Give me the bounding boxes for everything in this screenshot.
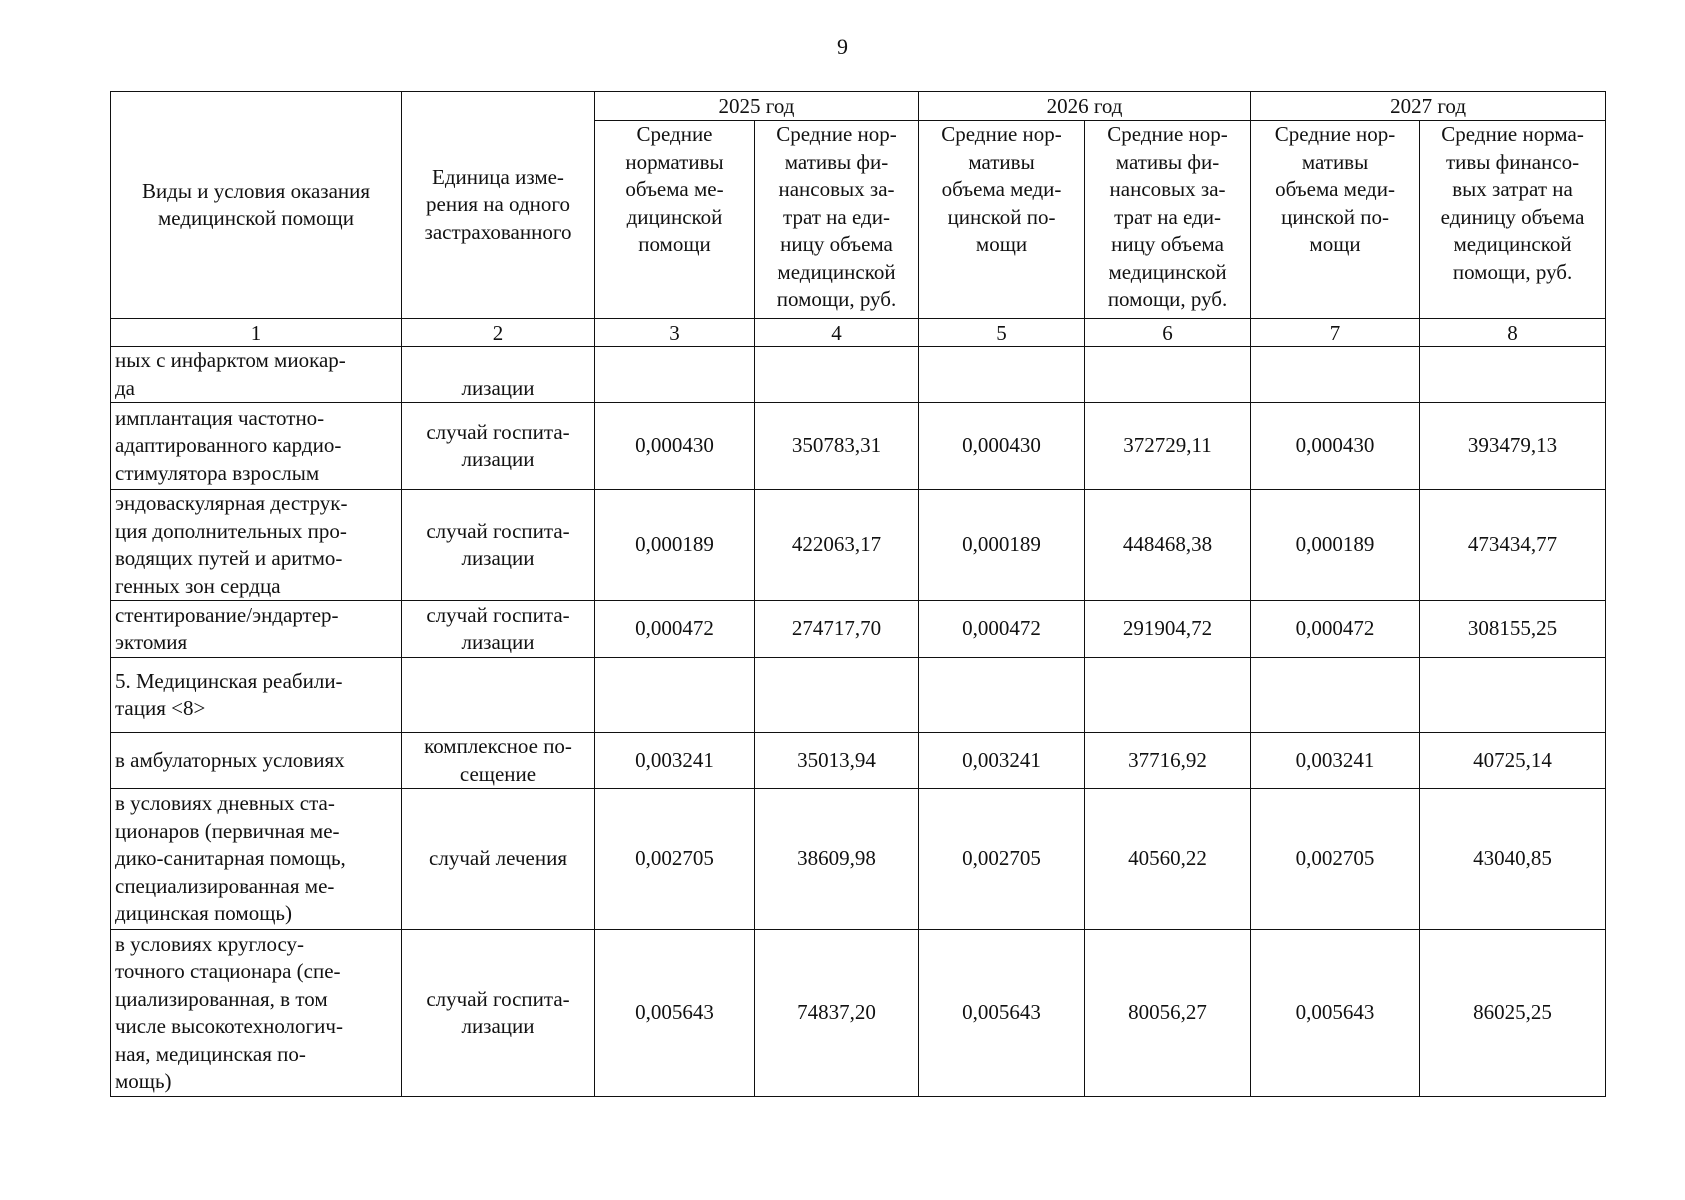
table-row bbox=[111, 930, 1606, 1097]
norms-table bbox=[110, 91, 1606, 1097]
row-name: эндоваскулярная деструк- ция дополнительных про- водящих путей и аритмо- генных зон сердца bbox=[111, 490, 402, 601]
row-name: в условиях дневных ста- ционаров (первичная ме- дико-санитарная помощь, специализированная ме- дицинская помощь) bbox=[111, 789, 402, 930]
row-value: 372729,11 bbox=[1085, 403, 1251, 490]
header-cost-2025: Средние нор- мативы фи- нансовых за- трат на еди- ницу объема медицинской помощи, руб. bbox=[755, 121, 919, 319]
column-number: 1 bbox=[111, 319, 402, 347]
header-volume-2026: Средние нор- мативы объема меди- цинской по- мощи bbox=[919, 121, 1085, 319]
row-value: 350783,31 bbox=[755, 403, 919, 490]
row-value: 0,000472 bbox=[919, 601, 1085, 658]
row-value: 0,003241 bbox=[1251, 733, 1420, 789]
column-number: 2 bbox=[402, 319, 595, 347]
row-value: 0,000430 bbox=[919, 403, 1085, 490]
row-unit: лизации bbox=[402, 347, 595, 403]
row-value: 0,000189 bbox=[919, 490, 1085, 601]
table-row bbox=[111, 403, 1606, 490]
row-value: 74837,20 bbox=[755, 930, 919, 1097]
row-value: 40560,22 bbox=[1085, 789, 1251, 930]
row-unit bbox=[402, 658, 595, 733]
row-unit: комплексное по- сещение bbox=[402, 733, 595, 789]
row-value: 0,000189 bbox=[1251, 490, 1420, 601]
row-value: 0,003241 bbox=[919, 733, 1085, 789]
table-row bbox=[111, 733, 1606, 789]
row-value: 38609,98 bbox=[755, 789, 919, 930]
table-row bbox=[111, 490, 1606, 601]
row-value: 0,000189 bbox=[595, 490, 755, 601]
row-value: 473434,77 bbox=[1420, 490, 1606, 601]
row-unit: случай госпита- лизации bbox=[402, 601, 595, 658]
column-number: 8 bbox=[1420, 319, 1606, 347]
page-number: 9 bbox=[837, 34, 848, 59]
header-volume-2025: Средние нормативы объема ме- дицинской помощи bbox=[595, 121, 755, 319]
row-value bbox=[919, 347, 1085, 403]
row-value: 37716,92 bbox=[1085, 733, 1251, 789]
row-name: в условиях круглосу- точного стационара (спе- циализированная, в том числе высокотехнологич- ная, медицинская по- мощь) bbox=[111, 930, 402, 1097]
header-cost-2026: Средние нор- мативы фи- нансовых за- трат на еди- ницу объема медицинской помощи, руб. bbox=[1085, 121, 1251, 319]
row-value: 35013,94 bbox=[755, 733, 919, 789]
row-name: имплантация частотно- адаптированного кардио- стимулятора взрослым bbox=[111, 403, 402, 490]
row-value bbox=[755, 347, 919, 403]
column-number: 5 bbox=[919, 319, 1085, 347]
row-value bbox=[919, 658, 1085, 733]
table-row bbox=[111, 601, 1606, 658]
row-name: в амбулаторных условиях bbox=[111, 733, 402, 789]
table-row bbox=[111, 789, 1606, 930]
header-unit: Единица изме- рения на одного застрахованного bbox=[402, 92, 595, 319]
row-value: 86025,25 bbox=[1420, 930, 1606, 1097]
row-unit: случай лечения bbox=[402, 789, 595, 930]
row-value: 0,003241 bbox=[595, 733, 755, 789]
row-value bbox=[1251, 347, 1420, 403]
row-unit: случай госпита- лизации bbox=[402, 403, 595, 490]
row-unit: случай госпита- лизации bbox=[402, 930, 595, 1097]
table-row bbox=[111, 347, 1606, 403]
row-value: 291904,72 bbox=[1085, 601, 1251, 658]
header-volume-2027: Средние нор- мативы объема меди- цинской по- мощи bbox=[1251, 121, 1420, 319]
header-cost-2027: Средние норма- тивы финансо- вых затрат на единицу объема медицинской помощи, руб. bbox=[1420, 121, 1606, 319]
row-value: 80056,27 bbox=[1085, 930, 1251, 1097]
column-number: 4 bbox=[755, 319, 919, 347]
row-value: 0,000430 bbox=[595, 403, 755, 490]
header-year-2025: 2025 год bbox=[595, 92, 919, 121]
column-number: 7 bbox=[1251, 319, 1420, 347]
row-value bbox=[1420, 658, 1606, 733]
column-number: 3 bbox=[595, 319, 755, 347]
row-name: 5. Медицинская реабили- тация <8> bbox=[111, 658, 402, 733]
row-value bbox=[1085, 347, 1251, 403]
row-value: 0,005643 bbox=[919, 930, 1085, 1097]
row-value: 308155,25 bbox=[1420, 601, 1606, 658]
row-value: 393479,13 bbox=[1420, 403, 1606, 490]
row-value: 0,002705 bbox=[919, 789, 1085, 930]
column-numbers-row bbox=[111, 319, 1606, 347]
row-value: 422063,17 bbox=[755, 490, 919, 601]
row-value: 0,000430 bbox=[1251, 403, 1420, 490]
header-year-2027: 2027 год bbox=[1251, 92, 1606, 121]
row-value: 0,002705 bbox=[1251, 789, 1420, 930]
row-name: ных с инфарктом миокар- да bbox=[111, 347, 402, 403]
header-year-2026: 2026 год bbox=[919, 92, 1251, 121]
row-name: стентирование/эндартер- эктомия bbox=[111, 601, 402, 658]
row-value bbox=[595, 347, 755, 403]
row-value: 0,000472 bbox=[595, 601, 755, 658]
row-value: 0,000472 bbox=[1251, 601, 1420, 658]
row-value: 0,002705 bbox=[595, 789, 755, 930]
row-value bbox=[1420, 347, 1606, 403]
row-value bbox=[755, 658, 919, 733]
row-value: 448468,38 bbox=[1085, 490, 1251, 601]
row-value: 0,005643 bbox=[1251, 930, 1420, 1097]
row-value: 274717,70 bbox=[755, 601, 919, 658]
row-value bbox=[1085, 658, 1251, 733]
table-row bbox=[111, 658, 1606, 733]
column-number: 6 bbox=[1085, 319, 1251, 347]
row-value: 40725,14 bbox=[1420, 733, 1606, 789]
header-kinds: Виды и условия оказания медицинской помощи bbox=[111, 92, 402, 319]
row-value bbox=[595, 658, 755, 733]
row-value: 43040,85 bbox=[1420, 789, 1606, 930]
row-value bbox=[1251, 658, 1420, 733]
row-value: 0,005643 bbox=[595, 930, 755, 1097]
row-unit: случай госпита- лизации bbox=[402, 490, 595, 601]
